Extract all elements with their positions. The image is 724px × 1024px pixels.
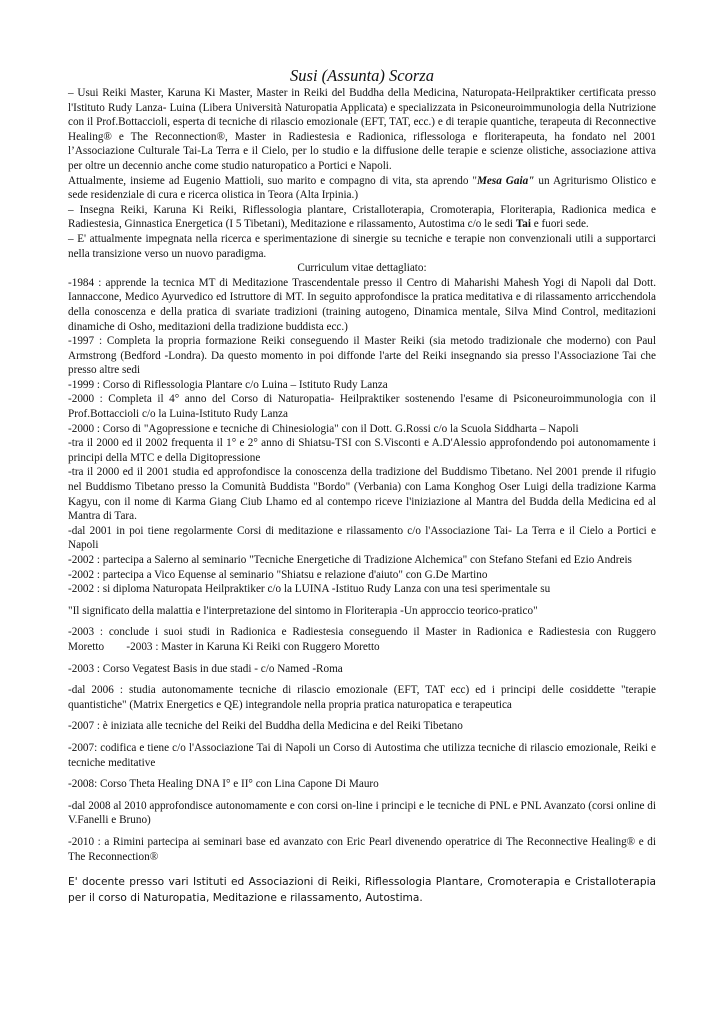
document-page <box>68 66 656 906</box>
cv-entry-2003-karuna: -2003 : Master in Karuna Ki Reiki con Ruggero Moretto <box>126 640 380 653</box>
mesa-gaia-name: Mesa Gaia" <box>476 174 535 187</box>
cv-entry: -dal 2001 in poi tiene regolarmente Corsi di meditazione e rilassamento c/o l'Associazione Tai- La Terra e il Cielo a Portici e Napoli <box>68 524 656 552</box>
intro-p3-text-a: – Insegna Reiki, Karuna Ki Reiki, Riflessologia plantare, Cristalloterapia, Cromoterapia, Floriterapia, Radionica medica e Radiestesia, Ginnastica Energetica (I 5 Tibetani), Meditazione e rilassamento, Autostima c/o le sedi <box>68 203 656 231</box>
cv-entry: -1997 : Completa la propria formazione Reiki conseguendo il Master Reiki (sia metodo tradizionale che moderno) con Paul Armstrong (Bedford -Londra). Da questo momento in poi diffonde l'arte del Reiki insegnando sia presso l'Associazione Tai che presso altre sedi <box>68 335 656 377</box>
cv-entry: -2002 : partecipa a Vico Equense al seminario "Shiatsu e relazione d'aiuto" con G.De Martino <box>68 568 488 581</box>
intro-p3-text-c: e fuori sede. <box>530 218 589 231</box>
cv-entry: -2000 : Completa il 4° anno del Corso di Naturopatia- Heilpraktiker sostenendo l'esame di Psiconeuroimmunologia con il Prof.Bottaccioli c/o la Luina-Istituto Rudy Lanza <box>68 393 656 421</box>
cv-entry-2003 <box>68 625 656 654</box>
cv-entry: -2007: codifica e tiene c/o l'Associazione Tai di Napoli un Corso di Autostima che utilizza tecniche di rilascio emozionale, Reiki e tecniche meditative <box>68 741 656 769</box>
cv-entry: -1999 : Corso di Riflessologia Plantare c/o Luina – Istituto Rudy Lanza <box>68 378 388 391</box>
cv-entry: -1984 : apprende la tecnica MT di Meditazione Trascendentale presso il Centro di Maharishi Mahesh Yogi di Napoli dal Dott. Iannaccone, Medico Ayurvedico ed Istruttore di MT. In seguito approfondisce la pratica meditativa e di rilassamento arricchendola della conoscenza e della pratica di svariate tradizioni (training autogeno, Dinamica mentale, Silva Mind Control, meditazioni dinamiche di Osho, meditazioni della tradizione buddista ecc.) <box>68 276 656 333</box>
cv-entry: -2008: Corso Theta Healing DNA I° e II° con Lina Capone Di Mauro <box>68 778 379 791</box>
cv-entry: -2007 : è iniziata alle tecniche del Reiki del Buddha della Medicina e del Reiki Tibetano <box>68 720 463 733</box>
thesis-title: "Il significato della malattia e l'interpretazione del sintomo in Floriterapia -Un approccio teorico-pratico" <box>68 604 538 617</box>
cv-entry: -tra il 2000 ed il 2002 frequenta il 1° e 2° anno di Shiatsu-TSI con S.Visconti e A.D'Alessio approfondendo poi autonomamente i principi della MTC e della Digitopressione <box>68 437 656 464</box>
intro-p2-text-a: Attualmente, insieme ad Eugenio Mattioli, suo marito e compagno di vita, sta aprendo " <box>68 174 477 187</box>
cv-heading: Curriculum vitae dettagliato: <box>297 262 427 275</box>
intro-paragraph-4: – E' attualmente impegnata nella ricerca e sperimentazione di sinergie su tecniche e terapie non convenzionali utili a supportarci nella transizione verso un nuovo paradigma. <box>68 232 656 260</box>
cv-entry: -2010 : a Rimini partecipa ai seminari base ed avanzato con Eric Pearl divenendo operatrice di The Reconnective Healing® e di The Reconnection® <box>68 835 656 863</box>
intro-paragraph-2 <box>68 174 656 203</box>
cv-entry: -tra il 2000 ed il 2001 studia ed approfondisce la conoscenza della tradizione del Buddismo Tibetano. Nel 2001 prende il rifugio nel Buddismo Tibetano presso la Comunità Buddista "Bordo" (Verbania) con Lama Konghog Oser Luigi della tradizione Karma Kagyu, con il nome di Karma Giang Ciub Lhamo ed al contempo riceve l'iniziazione al Mantra del Budda della Medicina ed al Mantra di Tara. <box>68 466 656 523</box>
cv-entry-2003-radionica: -2003 : conclude i suoi studi in Radionica e Radiestesia conseguendo il Master in Radionica e Radiestesia con Ruggero Moretto <box>68 626 656 653</box>
intro-paragraph-3 <box>68 203 656 232</box>
document-title: Susi (Assunta) Scorza <box>290 66 434 85</box>
intro-p2-text-c: un Agriturismo Olistico e sede residenziale di cura e ricerca olistica in Teora (Alta Irpinia.) <box>68 174 656 202</box>
cv-entry: -2000 : Corso di "Agopressione e tecniche di Chinesiologia" con il Dott. G.Rossi c/o la Scuola Siddharta – Napoli <box>68 422 579 435</box>
cv-entry: -2002 : partecipa a Salerno al seminario "Tecniche Energetiche di Tradizione Alchemica" con Stefano Stefani ed Ezio Andreis <box>68 554 632 566</box>
tai-name: Tai <box>515 218 531 231</box>
intro-paragraph-1: – Usui Reiki Master, Karuna Ki Master, Master in Reiki del Buddha della Medicina, Naturopata-Heilpraktiker certificata presso l'Istituto Rudy Lanza- Luina (Libera Università Naturopatia Applicata) e specializzata in Psiconeuroimmunologia della Nutrizione con il Prof.Bottaccioli, esperta di tecniche di rilascio emozionale (EFT, TAT, ecc.) e di terapie quantiche, terapeuta di Reconnective Healing® e The Reconnection®, Master in Radiestesia e Radionica, riflessologa e floriterapeuta, ha fondato nel 2001 l’Associazione Culturale Tai-La Terra e il Cielo, per lo studio e la diffusione delle terapie e scienze olistiche, associazione attiva per oltre un decennio anche come studio naturopatico a Portici e Napoli. <box>68 87 656 172</box>
cv-entry: -2003 : Corso Vegatest Basis in due stadi - c/o Named -Roma <box>68 662 343 675</box>
cv-entry: -dal 2006 : studia autonomamente tecniche di rilascio emozionale (EFT, TAT ecc) ed i principi delle cosiddette "terapie quantistiche" (Matrix Energetics e QE) integrandole nella propria pratica naturopatica e terapeutica <box>68 684 656 711</box>
closing-paragraph: E' docente presso vari Istituti ed Associazioni di Reiki, Riflessologia Plantare, Cromoterapia e Cristalloterapia per il corso di Naturopatia, Meditazione e rilassamento, Autostima. <box>68 876 656 905</box>
cv-entry: -2002 : si diploma Naturopata Heilpraktiker c/o la LUINA -Istituo Rudy Lanza con una tesi sperimentale su <box>68 583 551 596</box>
cv-entry: -dal 2008 al 2010 approfondisce autonomamente e con corsi on-line i principi e le tecniche di PNL e PNL Avanzato (corsi online di V.Fanelli e Bruno) <box>68 799 656 827</box>
